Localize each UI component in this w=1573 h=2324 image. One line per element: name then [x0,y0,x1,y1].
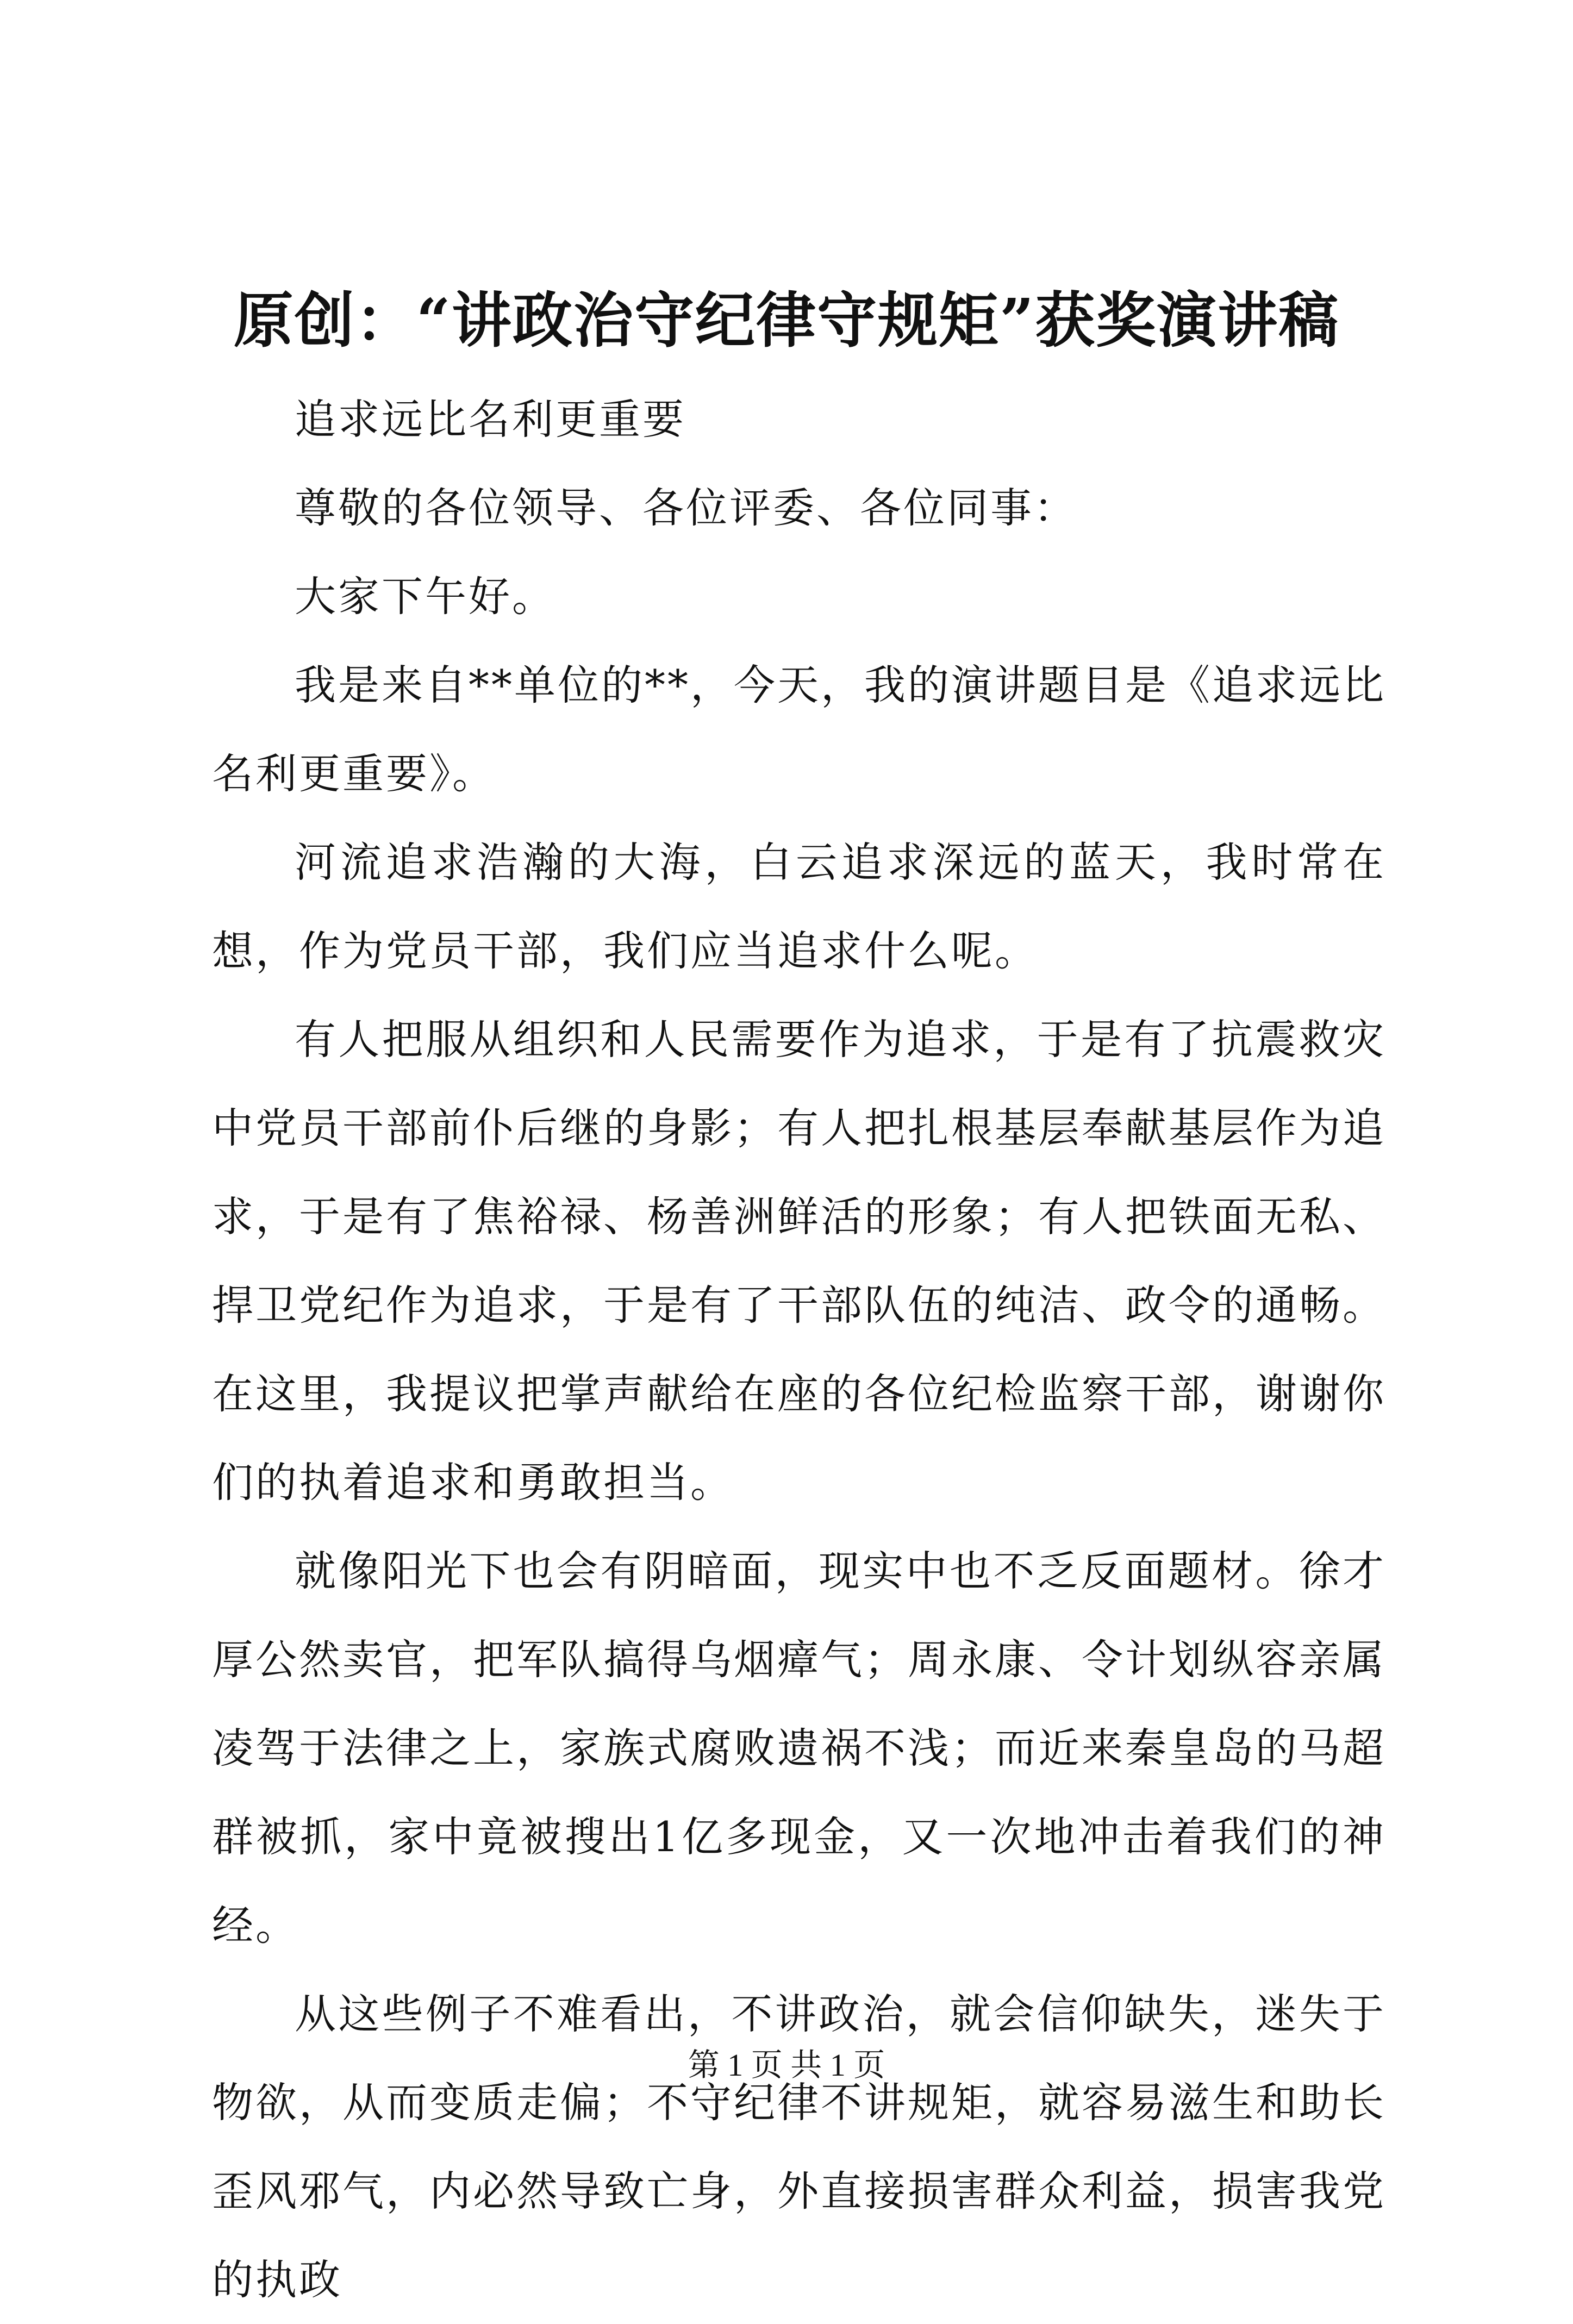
paragraph-subtitle: 追求远比名利更重要 [295,395,686,443]
paragraph-question: 河流追求浩瀚的大海，白云追求深远的蓝天，我时常在想，作为党员干部，我们应当追求什么呢。 [212,838,1386,975]
paragraph-examples-negative: 就像阳光下也会有阴暗面，现实中也不乏反面题材。徐才厚公然卖官，把军队搞得乌烟瘴气；周永康、令计划纵容亲属凌驾于法律之上，家族式腐败遗祸不浅；而近来秦皇岛的马超群被抓，家中竟被搜出1亿多现金，又一次地冲击着我们的神经。 [212,1547,1386,1950]
document-body [212,375,1386,2324]
paragraph-introduction: 我是来自**单位的**，今天，我的演讲题目是《追求远比名利更重要》。 [212,661,1386,798]
paragraph-salutation: 尊敬的各位领导、各位评委、各位同事： [295,484,1077,532]
paragraph-examples-positive: 有人把服从组织和人民需要作为追求，于是有了抗震救灾中党员干部前仆后继的身影；有人把扎根基层奉献基层作为追求，于是有了焦裕禄、杨善洲鲜活的形象；有人把铁面无私、捍卫党纪作为追求，于是有了干部队伍的纯洁、政令的通畅。在这里，我提议把掌声献给在座的各位纪检监察干部，谢谢你们的执着追求和勇敢担当。 [212,1015,1386,1507]
paragraph-conclusion: 从这些例子不难看出，不讲政治，就会信仰缺失，迷失于物欲，从而变质走偏；不守纪律不讲规矩，就容易滋生和助长歪风邪气，内必然导致亡身，外直接损害群众利益，损害我党的执政 [212,1990,1386,2304]
page-footer: 第 1 页 共 1 页 [688,2047,885,2083]
document-title: 原创：“讲政治守纪律守规矩”获奖演讲稿 [233,285,1340,355]
paragraph-greeting: 大家下午好。 [295,572,555,621]
